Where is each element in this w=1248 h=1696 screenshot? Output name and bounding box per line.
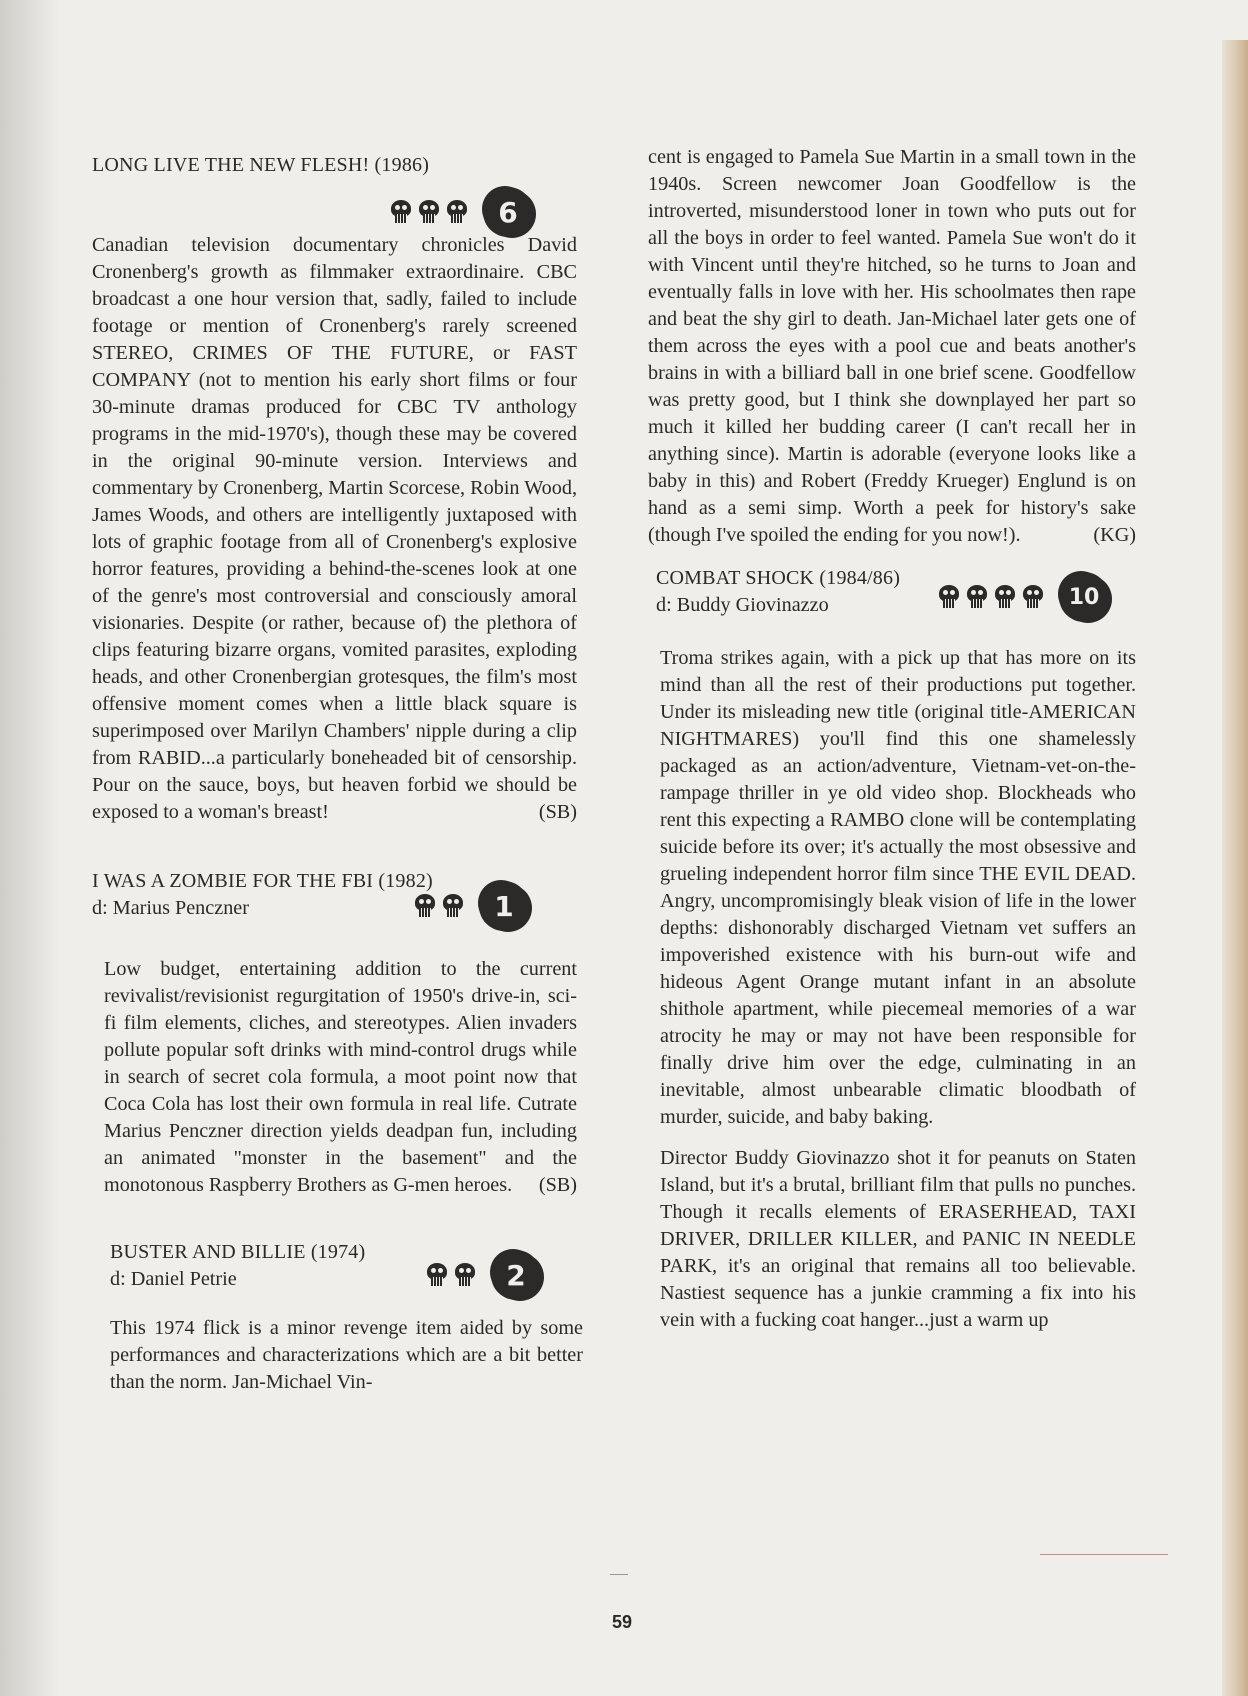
- review-body: Low budget, entertaining addition to the current revivalist/revisionist regurgitation of 1950's drive-in, sci-fi film elements, cliches, and stereotypes. Alien invaders pollute popular soft drinks with mind-control drugs while in search of secret cola formula, a moot point now that Coca Cola has lost their own formula in real life. Cutrate Marius Penczner direction yields deadpan fun, including an animated "monster in the basement" and the monotonous Raspberry Brothers as G-men heroes.: [104, 958, 577, 1196]
- review-signature: (SB): [538, 1174, 577, 1196]
- review-text: [660, 1145, 1136, 1334]
- review-text: [104, 956, 577, 1199]
- review-text: [648, 144, 1136, 549]
- skull-icon: [938, 585, 960, 609]
- rating-badge: 10: [1062, 575, 1106, 619]
- review-text: [92, 232, 577, 826]
- skull-icon: [1022, 585, 1044, 609]
- skull-icon: [418, 200, 440, 224]
- review-body: Troma strikes again, with a pick up that has more on its mind than all the rest of their productions put together. Under its misleading new title (original title-AMERICAN NIGHTMARES) you'll find this one shamelessly packaged as an action/adventure, Vietnam-vet-on-the-rampage thriller in ye old video shop. Blockheads who rent this expecting a RAMBO clone will be contemplating suicide before its over; it's actually the most obsessive and grueling independent horror film since THE EVIL DEAD. Angry, uncompromisingly bleak vision of life in the lower depths: dishonorably discharged Vietnam vet suffers an impoverished existence with his burn-out wife and hideous Agent Orange mutant infant in an absolute shithole apartment, while piecemeal memories of a war atrocity he may or may not have been responsible for finally drive him over the edge, culminating in an inevitable, almost unbearable climatic bloodbath of murder, suicide, and baby baking.: [660, 647, 1136, 1128]
- skull-icon: [994, 585, 1016, 609]
- review-text: [110, 1315, 583, 1396]
- right-column: [648, 144, 1136, 1334]
- review-body: cent is engaged to Pamela Sue Martin in a small town in the 1940s. Screen newcomer Joan Goodfellow is the introverted, misunderstood loner in town who puts out for all the boys in order to feel wanted. Pamela Sue won't do it with Vincent until they're hitched, so he turns to Joan and eventually falls in love with her. His schoolmates then rape and beat the shy girl to death. Jan-Michael later gets one of them across the eyes with a pool cue and beats another's brains in with a billiard ball in one brief scene. Goodfellow was pretty good, but I think she downplayed her part so much it killed her budding career (I can't recall her in anything since). Martin is adorable (everyone looks like a baby in this) and Robert (Freddy Krueger) Englund is on hand as a semi simp. Worth a peek for history's sake (though I've spoiled the ending for you now!).: [648, 146, 1136, 546]
- rating: [414, 884, 526, 928]
- skull-icon: [390, 200, 412, 224]
- review-director: d: Marius Penczner: [92, 897, 249, 919]
- skull-icon: [966, 585, 988, 609]
- skull-icon: [446, 200, 468, 224]
- rating: [938, 575, 1106, 619]
- rating-badge: 6: [486, 190, 530, 234]
- review-title: I WAS A ZOMBIE FOR THE FBI (1982): [92, 870, 433, 892]
- review-signature: (SB): [538, 801, 577, 823]
- review-header: [656, 565, 1136, 645]
- review-body: This 1974 flick is a minor revenge item aided by some performances and characterizations which are a bit better than the norm. Jan-Michael Vin-: [110, 1317, 583, 1393]
- rating: [426, 1253, 538, 1297]
- page-number: 59: [612, 1612, 633, 1632]
- review-text: [660, 645, 1136, 1131]
- review-signature: (KG): [1093, 524, 1136, 546]
- rating: [390, 190, 530, 234]
- review-header: [110, 1239, 577, 1315]
- review-header: [92, 868, 577, 956]
- review-director: d: Daniel Petrie: [110, 1268, 237, 1290]
- page-binding-shadow: [0, 0, 60, 1696]
- rating-badge: 1: [482, 884, 526, 928]
- review-director: d: Buddy Giovinazzo: [656, 594, 829, 616]
- skull-icon: [442, 894, 464, 918]
- skull-icon: [454, 1263, 476, 1287]
- left-column: [92, 152, 583, 1396]
- review-title: LONG LIVE THE NEW FLESH! (1986): [92, 154, 430, 176]
- column-tick-mark: [610, 1574, 628, 1575]
- skull-icon: [426, 1263, 448, 1287]
- page-edge: [1222, 40, 1248, 1696]
- rating-badge: 2: [494, 1253, 538, 1297]
- review-header: [92, 152, 577, 232]
- pen-underline: [1040, 1554, 1168, 1555]
- review-title: BUSTER AND BILLIE (1974): [110, 1241, 366, 1263]
- skull-icon: [414, 894, 436, 918]
- review-body: Director Buddy Giovinazzo shot it for peanuts on Staten Island, but it's a brutal, brilliant film that pulls no punches. Though it recalls elements of ERASERHEAD, TAXI DRIVER, DRILLER KILLER, and PANIC IN NEEDLE PARK, it's an original that remains all too believable. Nastiest sequence has a junkie cramming a fix into his vein with a fucking coat hanger...just a warm up: [660, 1147, 1136, 1331]
- review-title: COMBAT SHOCK (1984/86): [656, 567, 901, 589]
- review-body: Canadian television documentary chronicles David Cronenberg's growth as filmmaker extraordinaire. CBC broadcast a one hour version that, sadly, failed to include footage or mention of Cronenberg's rarely screened STEREO, CRIMES OF THE FUTURE, or FAST COMPANY (not to mention his early short films or four 30-minute dramas produced for CBC TV anthology programs in the mid-1970's), though these may be covered in the original 90-minute version. Interviews and commentary by Cronenberg, Martin Scorcese, Robin Wood, James Woods, and others are intelligently juxtaposed with lots of graphic footage from all of Cronenberg's explosive horror features, providing a behind-the-scenes look at one of the genre's most controversial and consciously amoral visionaries. Despite (or rather, because of) the plethora of clips featuring bizarre organs, vomited parasites, exploding heads, and other Cronenbergian grotesques, the film's most offensive moment comes when a little black square is superimposed over Marilyn Chambers' nipple during a clip from RABID...a particularly boneheaded bit of censorship. Pour on the sauce, boys, but heaven forbid we should be exposed to a woman's breast!: [92, 234, 577, 823]
